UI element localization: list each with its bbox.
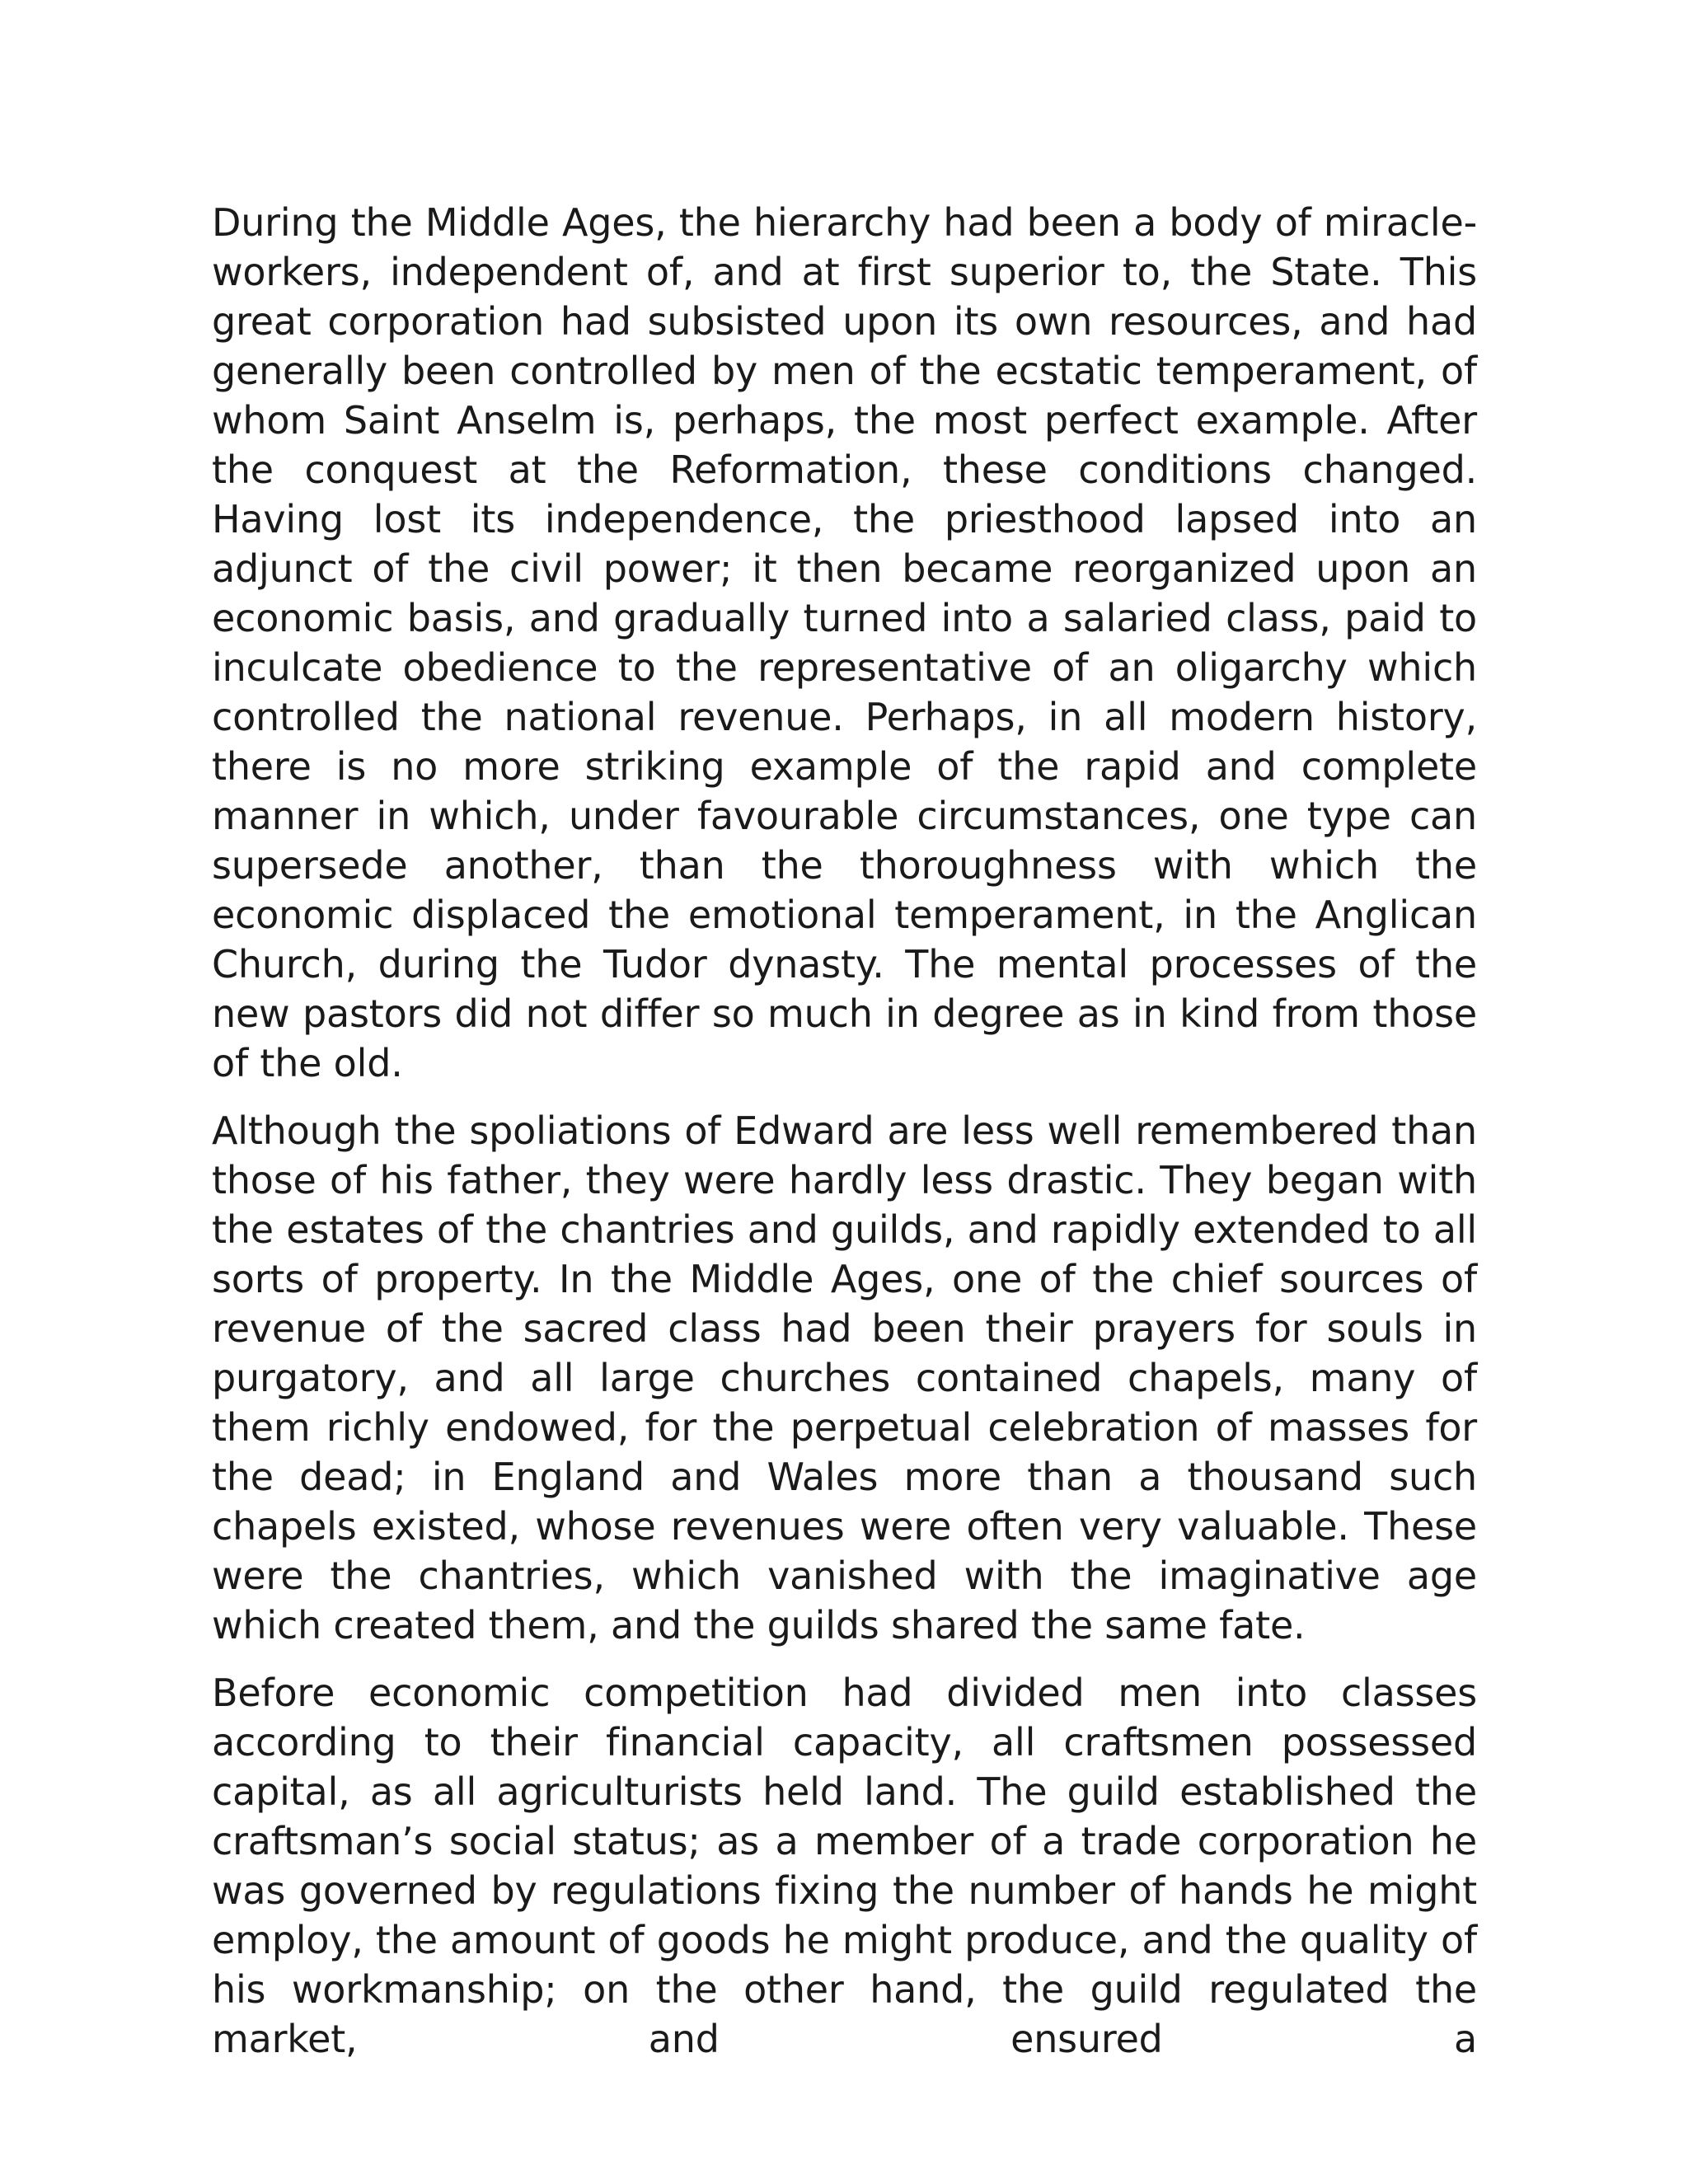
body-text [212,198,1477,2082]
paragraph-3: Before economic competition had divided men into classes according to their financial capacity, all craftsmen possessed capital, as all agriculturists held land. The guild established the craftsman’s social status; as a member of a trade corporation he was governed by regulations fixing the number of hands he might employ, the amount of goods he might produce, and the quality of his workmanship; on the other hand, the guild regulated the market, and ensured a [212,1671,1477,2061]
paragraph-2: Although the spoliations of Edward are less well remembered than those of his father, they were hardly less drastic. They began with the estates of the chantries and guilds, and rapidly extended to all sorts of property. In the Middle Ages, one of the chief sources of revenue of the sacred class had been their prayers for souls in purgatory, and all large churches contained chapels, many of them richly endowed, for the perpetual celebration of masses for the dead; in England and Wales more than a thousand such chapels existed, whose revenues were often very valuable. These were the chantries, which vanished with the imaginative age which created them, and the guilds shared the same fate. [212,1108,1477,1647]
paragraph-1: During the Middle Ages, the hierarchy had been a body of miracle-workers, independent of, and at first superior to, the State. This great corporation had subsisted upon its own resources, and had generally been controlled by men of the ecstatic temperament, of whom Saint Anselm is, perhaps, the most perfect example. After the conquest at the Reformation, these conditions changed. Having lost its independence, the priesthood lapsed into an adjunct of the civil power; it then became reorganized upon an economic basis, and gradually turned into a salaried class, paid to inculcate obedience to the representative of an oligarchy which controlled the national revenue. Perhaps, in all modern history, there is no more striking example of the rapid and complete manner in which, under favourable circumstances, one type can supersede another, than the thoroughness with which the economic displaced the emotional temperament, in the Anglican Church, during the Tudor dynasty. The mental processes of the new pastors did not differ so much in degree as in kind from those of the old. [212,200,1477,1085]
